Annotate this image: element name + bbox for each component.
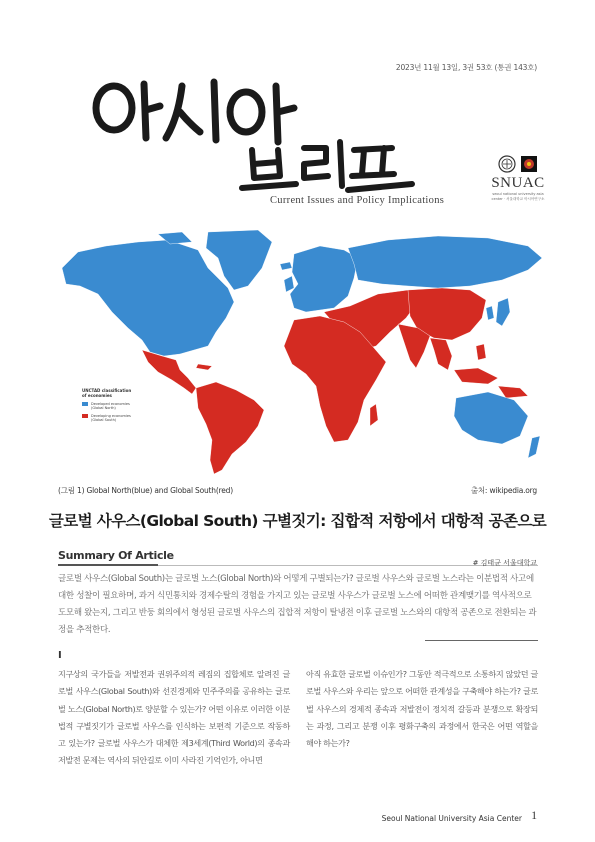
south-america [196, 382, 264, 474]
europe [290, 246, 358, 312]
section-number: I [58, 650, 62, 661]
summary-underline [58, 564, 158, 566]
abstract-divider [425, 640, 538, 641]
world-map [58, 228, 546, 476]
map-legend [82, 388, 131, 422]
brief-title-logo [82, 78, 442, 202]
svg-text:(Global North): (Global North) [91, 406, 116, 410]
figure-caption: (그림 1) Global North(blue) and Global South(red) [58, 486, 233, 495]
title-subtitle: Current Issues and Policy Implications [270, 195, 445, 206]
author-line: # 김태균 서울대학교 [472, 559, 537, 567]
north-america [62, 240, 234, 356]
asia-center-emblem-icon [520, 155, 538, 173]
svg-text:of economies: of economies [82, 393, 112, 398]
issue-date: 2023년 11월 13일, 3권 53호 (통권 143호) [395, 63, 537, 72]
world-map-figure [58, 228, 546, 476]
central-america [142, 350, 196, 394]
russia [348, 236, 542, 288]
svg-text:(Global South): (Global South) [91, 418, 117, 422]
australia [454, 392, 528, 444]
publisher-subtitle: seoul national university asia center · 서울대학교 아시아연구소 [491, 192, 545, 201]
svg-text:Developed economies: Developed economies [91, 402, 130, 406]
snuac-logo [490, 155, 546, 202]
snu-emblem-icon [498, 155, 516, 173]
svg-text:UNCTAD classification: UNCTAD classification [82, 388, 132, 393]
summary-heading: Summary Of Article [58, 549, 174, 562]
figure-source: 출처: wikipedia.org [470, 486, 537, 495]
publisher-name: SNUAC [491, 175, 545, 191]
svg-text:Developing economies: Developing economies [91, 414, 131, 418]
article-abstract: 글로벌 사우스(Global South)는 글로벌 노스(Global North)와 어떻게 구별되는가? 글로벌 사우스와 글로벌 노스라는 이분법적 사고에 대한 성찰이 필요하며, 과거 식민통치와 경제수탈의 경험을 가지고 있는 글로벌 사우스가 글로벌 노스에 어떠한 관계맺기를 역사적으로 도모해 왔는지, 그리고 반둥 회의에서 형성된 글로벌 사우스의 집합적 저항이 탈냉전 이후 글로벌 노스와의 대항적 공존으로 전환되는 과정을 추적한다. [58, 574, 537, 635]
footer-org: Seoul National University Asia Center [381, 814, 522, 823]
body-column-2: 아직 유효한 글로벌 이슈인가? 그동안 적극적으로 소통하지 않았던 글로벌 사우스와 우리는 앞으로 어떠한 관계성을 구축해야 하는가? 글로벌 사우스의 경제적 종속과 저발전이 정치적 갈등과 분쟁으로 확장되는 과정, 그리고 분쟁 이후 평화구축의 과정에서 한국은 어떤 역할을 해야 하는가? [306, 669, 538, 749]
article-headline: 글로벌 사우스(Global South) 구별짓기: 집합적 저항에서 대항적 공존으로 [48, 512, 547, 530]
page-number: 1 [531, 810, 537, 822]
body-column-1: 지구상의 국가들을 저발전과 권위주의적 레짐의 집합체로 알려진 글로벌 사우스(Global South)와 선진경제와 민주주의를 공유하는 글로벌 노스(Global North)로 양분할 수 있는가? 어떤 이유로 이러한 이분법적 구별짓기가 글로벌 사우스를 인식하는 보편적 기준으로 작동하고 있는가? 글로벌 사우스가 대체한 제3세계(Third World)의 종속과 저발전 문제는 역사의 뒤안길로 이미 사라진 기억인가, 아니면 [58, 669, 290, 766]
title-calligraphy [82, 78, 442, 198]
